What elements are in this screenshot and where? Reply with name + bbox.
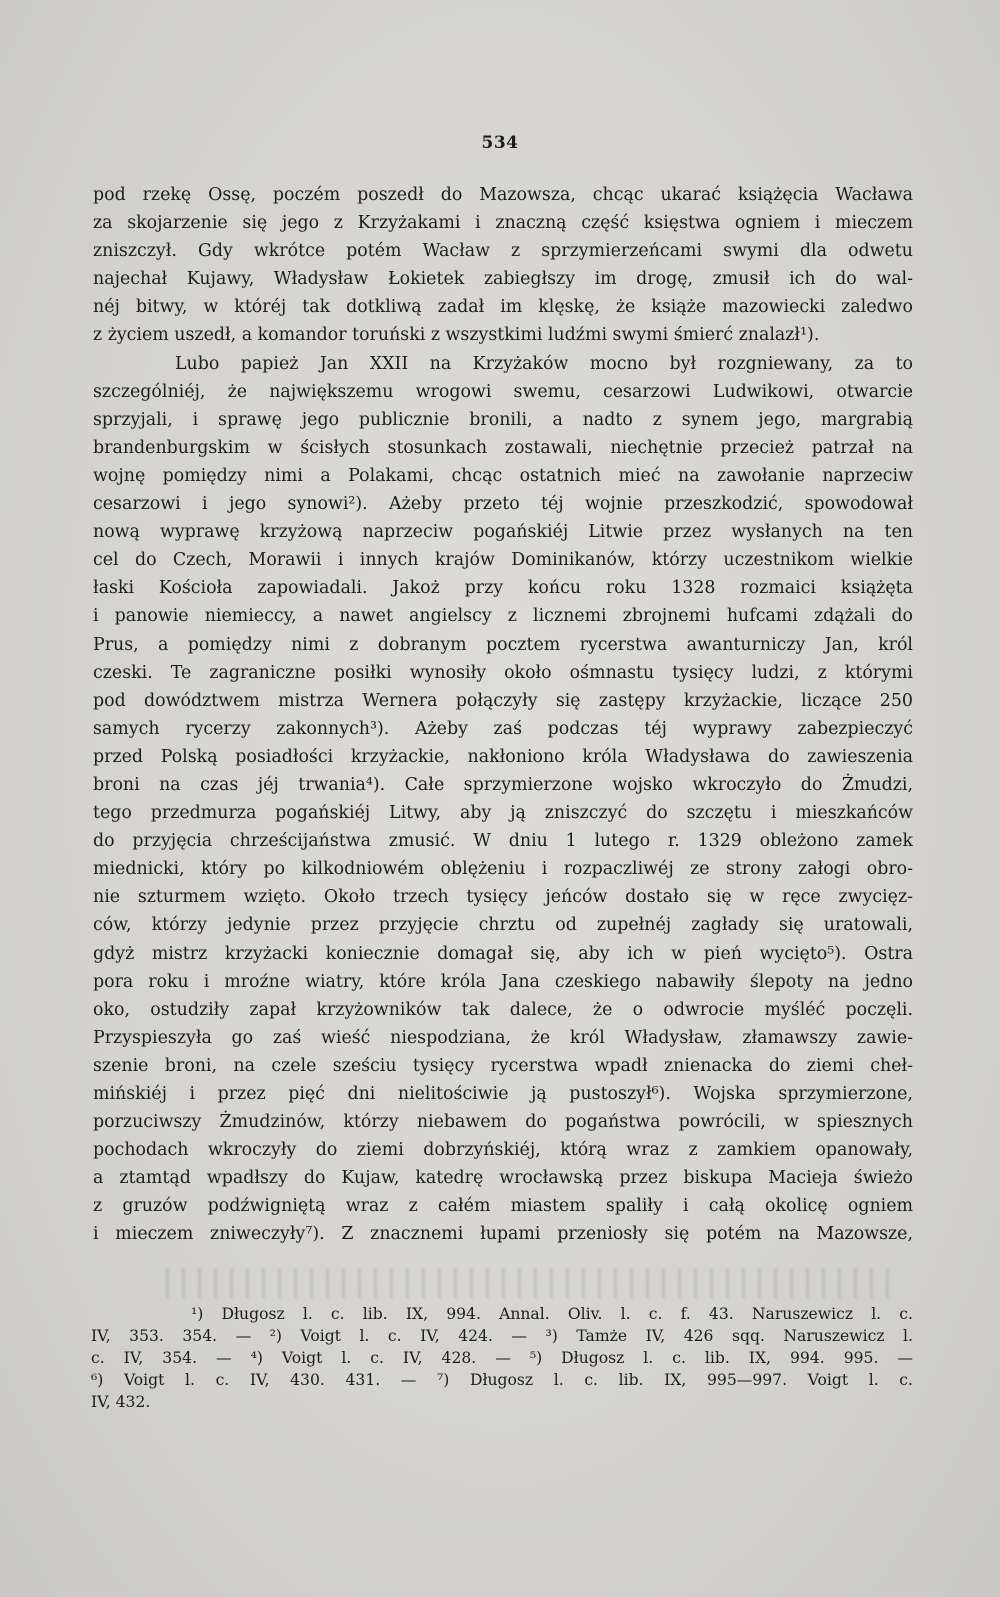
text-line: najechał Kujawy, Władysław Łokietek zabiegłszy im drogę, zmusił ich do wal- bbox=[93, 269, 913, 290]
text-line: wojnę pomiędzy nimi a Polakami, chcąc ostatnich mieć na zawołanie naprzeciw bbox=[93, 465, 913, 486]
text-line: broni na czas jéj trwania⁴). Całe sprzymierzone wojsko wkroczyło do Żmudzi, bbox=[93, 774, 913, 795]
text-line: łaski Kościoła zapowiadali. Jakoż przy końcu roku 1328 rozmaici książęta bbox=[93, 578, 913, 599]
text-line: za skojarzenie się jego z Krzyżakami i znaczną część księstwa ogniem i mieczem bbox=[93, 213, 913, 234]
text-line: zniszczył. Gdy wkrótce potém Wacław z sprzymierzeńcami swymi dla odwetu bbox=[93, 241, 913, 262]
text-line: szczególniéj, że największemu wrogowi swemu, cesarzowi Ludwikowi, otwarcie bbox=[93, 381, 913, 402]
text-line: Przyspieszyła go zaś wieść niespodziana, że król Władysław, złamawszy zawie- bbox=[93, 1027, 913, 1048]
text-line: cel do Czech, Morawii i innych krajów Dominikanów, którzy uczestnikom wielkie bbox=[93, 550, 913, 571]
text-line: pochodach wkroczyły do ziemi dobrzyńskiéj, którą wraz z zamkiem opanowały, bbox=[93, 1140, 913, 1161]
text-line: z życiem uszedł, a komandor toruński z wszystkimi ludźmi swymi śmierć znalazł¹). bbox=[93, 325, 820, 346]
text-line: szenie broni, na czele sześciu tysięcy rycerstwa wpadł znienacka do ziemi cheł- bbox=[93, 1055, 913, 1076]
main-text bbox=[93, 181, 913, 1249]
show-through-text bbox=[160, 1268, 900, 1298]
text-line: oko, ostudziły zapał krzyżowników tak dalece, że o odwrocie myśléć poczęli. bbox=[93, 999, 913, 1020]
footnote-line: c. IV, 354. — ⁴) Voigt l. c. IV, 428. — ⁵) Długosz l. c. lib. IX, 994. 995. — bbox=[91, 1349, 913, 1367]
text-line: mińskiéj i przez pięć dni nielitościwie ją pustoszył⁶). Wojska sprzymierzone, bbox=[93, 1084, 913, 1104]
text-line: przed Polską posiadłości krzyżackie, nakłoniono króla Władysława do zawieszenia bbox=[93, 746, 913, 767]
text-line: porzuciwszy Żmudzinów, którzy niebawem do pogaństwa powrócili, w spiesznych bbox=[93, 1112, 913, 1133]
text-line: néj bitwy, w któréj tak dotkliwą zadał im klęskę, że książe mazowiecki zaledwo bbox=[93, 297, 913, 318]
footnote-line: ⁶) Voigt l. c. IV, 430. 431. — ⁷) Długosz l. c. lib. IX, 995—997. Voigt l. c. bbox=[91, 1371, 913, 1389]
text-line: miednicki, który po kilkodniowém oblężeniu i rozpaczliwéj ze strony załogi obro- bbox=[93, 859, 913, 880]
text-line: Prus, a pomiędzy nimi z dobranym pocztem rycerstwa awanturniczy Jan, król bbox=[93, 634, 913, 655]
text-line: Lubo papież Jan XXII na Krzyżaków mocno był rozgniewany, za to bbox=[175, 353, 913, 374]
text-line: a ztamtąd wpadłszy do Kujaw, katedrę wrocławską przez biskupa Macieja świeżo bbox=[93, 1168, 913, 1189]
footnote-line: ¹) Długosz l. c. lib. IX, 994. Annal. Oliv. l. c. f. 43. Naruszewicz l. c. bbox=[191, 1305, 913, 1323]
text-line: nową wyprawę krzyżową naprzeciw pogańskiéj Litwie przez wysłanych na ten bbox=[93, 522, 913, 543]
text-line: samych rycerzy zakonnych³). Ażeby zaś podczas téj wyprawy zabezpieczyć bbox=[93, 718, 913, 739]
text-line: czeski. Te zagraniczne posiłki wynosiły około ośmnastu tysięcy ludzi, z którymi bbox=[93, 662, 913, 683]
text-line: z gruzów podźwigniętą wraz z całém miastem spaliły i całą okolicę ogniem bbox=[93, 1196, 913, 1217]
text-line: nie szturmem wzięto. Około trzech tysięcy jeńców dostało się w ręce zwycięz- bbox=[93, 887, 913, 908]
text-line: pod rzekę Ossę, poczém poszedł do Mazowsza, chcąc ukarać książęcia Wacława bbox=[93, 185, 913, 205]
footnotes bbox=[91, 1303, 913, 1413]
text-line: gdyż mistrz krzyżacki koniecznie domagał się, aby ich w pień wycięto⁵). Ostra bbox=[93, 943, 913, 964]
footnote-line: IV, 353. 354. — ²) Voigt l. c. IV, 424. — ³) Tamże IV, 426 sqq. Naruszewicz l. bbox=[91, 1327, 913, 1345]
text-line: i mieczem zniweczyły⁷). Z znacznemi łupami przeniosły się potém na Mazowsze, bbox=[93, 1224, 913, 1245]
text-line: pod dowództwem mistrza Wernera połączyły się zastępy krzyżackie, liczące 250 bbox=[93, 690, 913, 711]
text-line: i panowie niemieccy, a nawet angielscy z licznemi zbrojnemi hufcami zdążali do bbox=[93, 606, 913, 627]
text-line: ców, którzy jedynie przez przyjęcie chrztu od zupełnéj zagłady się uratowali, bbox=[93, 915, 913, 936]
text-line: brandenburgskim w ścisłych stosunkach zostawali, niechętnie przecież patrzał na bbox=[93, 437, 913, 458]
text-line: pora roku i mroźne wiatry, które króla Jana czeskiego nabawiły ślepoty na jedno bbox=[93, 971, 913, 992]
footnote-line: IV, 432. bbox=[91, 1393, 151, 1411]
text-line: do przyjęcia chrześcijaństwa zmusić. W dniu 1 lutego r. 1329 obleżono zamek bbox=[93, 831, 913, 852]
text-line: tego przedmurza pogańskiéj Litwy, aby ją zniszczyć do szczętu i mieszkańców bbox=[93, 803, 913, 824]
text-line: sprzyjali, i sprawę jego publicznie bronili, a nadto z synem jego, margrabią bbox=[93, 409, 913, 430]
page-number: 534 bbox=[481, 133, 519, 153]
text-line: cesarzowi i jego synowi²). Ażeby przeto téj wojnie przeszkodzić, spowodował bbox=[93, 494, 913, 515]
